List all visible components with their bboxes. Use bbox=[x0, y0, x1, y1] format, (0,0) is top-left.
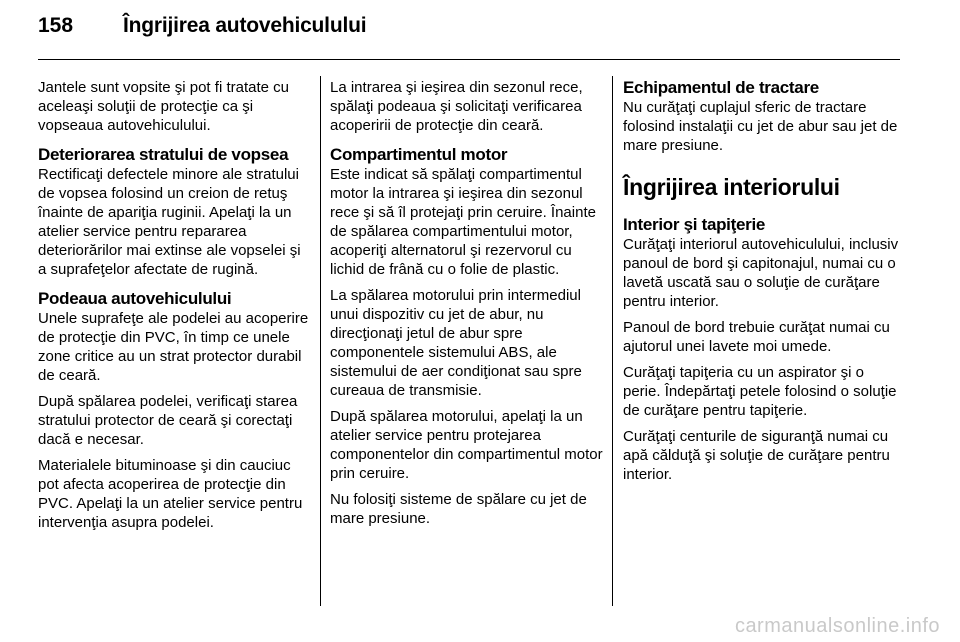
paragraph-no-pressure: Nu folosiţi sisteme de spălare cu jet de mare presiune. bbox=[330, 491, 587, 527]
heading-interior-care: Îngrijirea interiorului bbox=[623, 174, 840, 200]
paragraph-steam-jet: La spălarea motorului prin intermediul unui dispozitiv cu jet de abur, nu direcţionaţi jetul de abur spre componentele sistemului ABS, ale sistemului de aer condiţionat sau spre cureaua de transmisie. bbox=[330, 287, 582, 399]
column-divider-1 bbox=[320, 76, 321, 606]
heading-interior-upholstery: Interior şi tapiţerie bbox=[623, 215, 766, 234]
paragraph-towing: Nu curăţaţi cuplajul sferic de tractare folosind instalaţii cu jet de abur sau jet de mare presiune. bbox=[623, 99, 898, 154]
text-column-2 bbox=[330, 78, 605, 535]
paragraph-upholstery: Curăţaţi tapiţeria cu un aspirator şi o perie. Îndepărtaţi petele folosind o soluţie de curăţare pentru tapiţerie. bbox=[623, 364, 897, 419]
page-title: Îngrijirea autovehiculului bbox=[123, 14, 367, 37]
header-divider bbox=[38, 59, 900, 60]
paragraph-engine-wash: Este indicat să spălaţi compartimentul motor la intrarea şi ieşirea din sezonul rece şi să îl protejaţi prin ceruire. Înainte de spălarea compartimentului motor, acoperiţi alternatorul şi rezervorul cu lichid de frână cu o folie de plastic. bbox=[330, 166, 596, 278]
page-header bbox=[38, 14, 366, 48]
paragraph-rims: Jantele sunt vopsite şi pot fi tratate cu aceleaşi soluţii de protecţie ca şi vopseaua autovehiculului. bbox=[38, 79, 289, 134]
paragraph-paint-damage: Rectificaţi defectele minore ale stratului de vopsea folosind un creion de retuş înainte de apariţia ruginii. Apelaţi la un atelier service pentru repararea deteriorărilor mai extinse ale vopselei şi a suprafeţelor afectate de rugină. bbox=[38, 166, 301, 278]
paragraph-floor-check: După spălarea podelei, verificaţi starea stratului protector de ceară şi corectaţi dacă e necesar. bbox=[38, 393, 298, 448]
text-column-1 bbox=[38, 78, 310, 539]
paragraph-floor-bitumen: Materialele bituminoase şi din cauciuc pot afecta acoperirea de protecţie din PVC. Apelaţi la un atelier service pentru intervenţia asupra podelei. bbox=[38, 457, 303, 531]
paragraph-dashboard: Panoul de bord trebuie curăţat numai cu ajutorul unei lavete moi umede. bbox=[623, 319, 890, 355]
watermark-text: carmanualsonline.info bbox=[734, 615, 940, 637]
paragraph-interior-clean: Curăţaţi interiorul autovehiculului, inclusiv panoul de bord şi capitonajul, numai cu o lavetă uscată sau o soluţie de curăţare pentru interior. bbox=[623, 236, 899, 310]
paragraph-seatbelts: Curăţaţi centurile de siguranţă numai cu apă călduţă şi soluţie de curăţare pentru interior. bbox=[623, 428, 890, 483]
heading-vehicle-floor: Podeaua autovehiculului bbox=[38, 289, 232, 308]
heading-paint-damage: Deteriorarea stratului de vopsea bbox=[38, 145, 289, 164]
heading-engine-compartment: Compartimentul motor bbox=[330, 145, 508, 164]
column-divider-2 bbox=[612, 76, 613, 606]
heading-towing-equipment: Echipamentul de tractare bbox=[623, 78, 819, 97]
paragraph-floor-coating: Unele suprafeţe ale podelei au acoperire de protecţie din PVC, în timp ce unele zone critice au un strat protector durabil de ceară. bbox=[38, 310, 309, 384]
text-column-3 bbox=[623, 78, 905, 491]
paragraph-engine-wax: După spălarea motorului, apelaţi la un atelier service pentru protejarea componentelor din compartimentul motor prin ceruire. bbox=[330, 408, 603, 482]
paragraph-season-wash: La intrarea şi ieşirea din sezonul rece, spălaţi podeaua şi solicitaţi verificarea acoperirii de protecţie din ceară. bbox=[330, 79, 583, 134]
page-number: 158 bbox=[38, 14, 74, 37]
